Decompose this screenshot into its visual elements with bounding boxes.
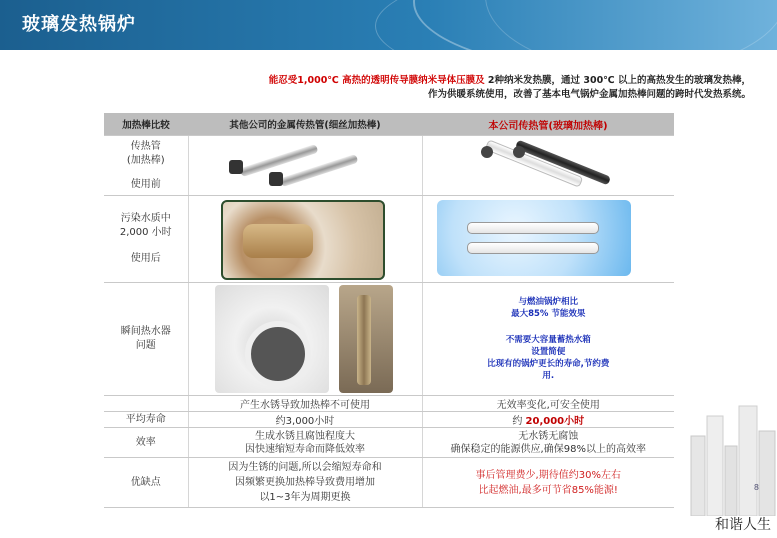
table-row (104, 396, 674, 412)
glass-rods-image (422, 136, 674, 196)
page-title: 玻璃发热锅炉 (22, 14, 136, 35)
clean-rod-photo-cell (422, 196, 674, 283)
table-row (104, 412, 674, 428)
rusted-coil (357, 295, 371, 385)
text-line: 最大85% 节能效果 (511, 309, 586, 319)
intro-highlight: 能忍受1,000℃ 高热的透明传导膜纳米导体压膜及 (268, 75, 485, 86)
building (759, 431, 775, 516)
row-label-line: 污染水质中 (120, 213, 171, 224)
energy-saving-text-cell (422, 283, 674, 396)
row-label-empty (104, 396, 188, 412)
table-row (104, 458, 674, 508)
header-comparison: 加热棒比较 (104, 113, 188, 136)
text-line: 比现有的锅炉更长的寿命,节约费 (487, 359, 610, 369)
row-label-efficiency: 效率 (104, 428, 188, 458)
row-label-line: 使用后 (130, 253, 161, 264)
text-line: 生成水锈且腐蚀程度大 (255, 430, 355, 442)
corroded-rod-photo-cell (188, 196, 422, 283)
text-line: 因快速缩短寿命而降低效率 (245, 443, 365, 455)
text-line: 确保稳定的能源供应,确保98%以上的高效率 (450, 443, 646, 455)
rusted-element-photo (339, 285, 393, 393)
header-our-company: 本公司传热管(玻璃加热棒) (422, 113, 674, 136)
row-label-before-use (104, 136, 188, 196)
row-label-water-heater (104, 283, 188, 396)
rusted-pipe (243, 224, 313, 258)
intro-rest: 2种纳米发热膜，通过 300℃ 以上的高热发生的玻璃发热棒， (484, 75, 751, 86)
text-line: 用. (542, 371, 555, 381)
city-skyline-decoration (687, 396, 777, 516)
water-heater-photo (215, 285, 329, 393)
safe-use-text: 无效率变化,可安全使用 (422, 396, 674, 412)
text-line: 设置简便 (531, 347, 566, 357)
lifespan-prefix: 约 (512, 416, 526, 427)
lifespan-value: 20,000小时 (525, 416, 585, 427)
our-lifespan (422, 412, 674, 428)
glass-rod (467, 242, 599, 254)
row-label-line: 瞬间热水器 (120, 326, 171, 337)
text-line: 不需要大容量蓄热水箱 (505, 335, 591, 345)
row-label-line: 传热管 (130, 140, 161, 152)
other-efficiency (188, 428, 422, 458)
text-line: 以1~3年为周期更换 (259, 492, 351, 503)
rod-cap (229, 160, 243, 174)
other-lifespan: 约3,000小时 (188, 412, 422, 428)
building (707, 416, 723, 516)
rod-cap (269, 172, 283, 186)
building (691, 436, 705, 516)
text-line: 与燃油锅炉相比 (518, 297, 578, 307)
rod-cap (481, 146, 493, 158)
our-pros-cons (422, 458, 674, 508)
title-banner (0, 0, 777, 50)
heater-opening (245, 321, 311, 387)
row-label-line: 2,000 小时 (119, 227, 172, 238)
brand-name: 和谐人生 (715, 517, 771, 533)
row-label-line: (加热棒) (126, 154, 165, 166)
other-pros-cons (188, 458, 422, 508)
row-label-line: 问题 (135, 340, 156, 351)
our-efficiency (422, 428, 674, 458)
clean-rods-in-water-photo (437, 200, 631, 276)
header-other-company: 其他公司的金属传热管(细丝加热棒) (188, 113, 422, 136)
energy-saving-text (423, 296, 675, 382)
row-label-lifespan: 平均寿命 (104, 412, 188, 428)
rod-cap (513, 146, 525, 158)
text-line: 事后管理费少,期待值约30%左右 (475, 469, 621, 481)
text-line: 因频繁更换加热棒导致费用增加 (235, 477, 375, 488)
table-row (104, 136, 674, 196)
text-line: 无水锈无腐蚀 (518, 430, 579, 442)
intro-text (151, 74, 751, 102)
banner-decoration (485, 0, 777, 50)
table-header-row (104, 113, 674, 136)
row-label-pros-cons: 优缺点 (104, 458, 188, 508)
glass-rod (467, 222, 599, 234)
building (739, 406, 757, 516)
intro-line2: 作为供暖系统使用，改善了基本电气锅炉金属加热棒问题的跨时代发热系统。 (427, 89, 751, 100)
water-heater-photos (188, 283, 422, 396)
text-line: 比起燃油,最多可节省85%能源! (478, 484, 618, 496)
table-row (104, 428, 674, 458)
table-row (104, 283, 674, 396)
rust-issue-text: 产生水锈导致加热棒不可使用 (188, 396, 422, 412)
table-row (104, 196, 674, 283)
text-line: 因为生锈的问题,所以会缩短寿命和 (228, 462, 382, 473)
corroded-rod-photo (221, 200, 385, 280)
row-label-line: 使用前 (130, 178, 161, 190)
row-label-after-use (104, 196, 188, 283)
metal-rods-image (188, 136, 422, 196)
comparison-table (104, 113, 674, 508)
building (725, 446, 737, 516)
page-number: 8 (753, 483, 759, 492)
